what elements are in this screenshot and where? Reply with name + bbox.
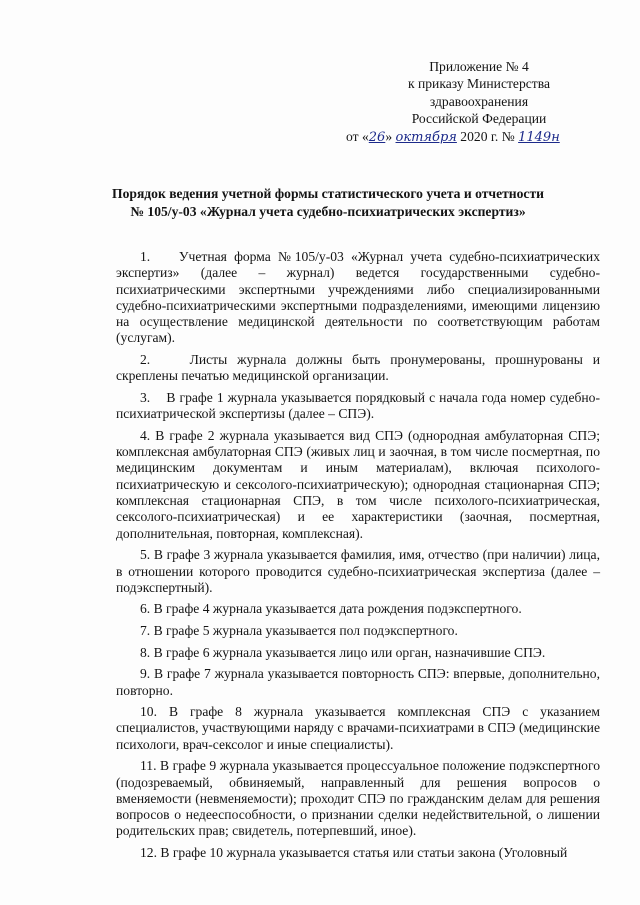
country-name: Российской Федерации — [411, 111, 547, 127]
appendix-header — [360, 58, 598, 128]
document-title — [90, 185, 566, 220]
year-and-number-label: 2020 г. № — [456, 129, 519, 144]
paragraph-7: 7. В графе 5 журнала указывается пол подэкспертного. — [140, 623, 458, 639]
paragraph-3: 3. В графе 1 журнала указывается порядковый с начала года номер судебно-психиатрической экспертизы (далее – СПЭ). — [116, 389, 600, 422]
title-line-2: № 105/у-03 «Журнал учета судебно-психиатрических экспертиз» — [130, 203, 526, 219]
paragraph-5: 5. В графе 3 журнала указывается фамилия, имя, отчество (при наличии) лица, в отношении которого проводится судебно-психиатрическая экспертиза (далее – подэкспертный). — [116, 547, 600, 595]
appendix-number: Приложение № 4 — [429, 59, 529, 74]
date-mid: » — [385, 129, 396, 144]
handwritten-order-number: 1149н — [518, 130, 560, 145]
date-prefix: от « — [346, 129, 369, 144]
order-date-number — [346, 128, 616, 146]
document-body — [116, 249, 600, 861]
paragraph-1: 1. Учетная форма №105/у-03 «Журнал учета судебно-психиатрических экспертиз» (далее – журнал) ведется государственными судебно-психиатрическими экспертными учреждениями либо специализированными судебно-психиатрическими экспертными подразделениями, имеющими лицензию на осуществление медицинской деятельности по соответствующим работам (услугам). — [116, 249, 600, 346]
paragraph-8: 8. В графе 6 журнала указывается лицо или орган, назначившие СПЭ. — [140, 644, 546, 660]
title-line-1: Порядок ведения учетной формы статистического учета и отчетности — [112, 186, 544, 201]
ministry-name: здравоохранения — [429, 93, 529, 109]
paragraph-9: 9. В графе 7 журнала указывается повторность СПЭ: впервые, дополнительно, повторно. — [116, 666, 600, 698]
paragraph-6: 6. В графе 4 журнала указывается дата рождения подэкспертного. — [140, 601, 522, 617]
paragraph-2: 2. Листы журнала должны быть пронумерованы, прошнурованы и скреплены печатью медицинской организации. — [116, 352, 600, 384]
paragraph-10: 10. В графе 8 журнала указывается комплексная СПЭ с указанием специалистов, участвующими наряду с врачами-психиатрами в СПЭ (медицинские психологи, врач-сексолог и иные специалисты). — [116, 704, 600, 752]
paragraph-12: 12. В графе 10 журнала указывается статья или статьи закона (Уголовный — [140, 845, 568, 861]
handwritten-day: 26 — [368, 130, 386, 145]
paragraph-11: 11. В графе 9 журнала указывается процессуальное положение подэкспертного (подозреваемый, обвиняемый, направленный для решения вопросов о вменяемости (невменяемости); проходит СПЭ по гражданским делам для решения вопросов о недееспособности, о признании сделки недействительной, о лишении родительских прав; свидетель, потерпевший, иное). — [116, 758, 600, 839]
paragraph-4: 4. В графе 2 журнала указывается вид СПЭ (однородная амбулаторная СПЭ; комплексная амбулаторная СПЭ (живых лиц и заочная, в том числе посмертная, по медицинским документам и иным материалам), включая психолого-психиатрическую и сексолого-психиатрическую); однородная стационарная СПЭ; комплексная стационарная СПЭ, в том числе психолого-психиатрическая, сексолого-психиатрическая) и ее характеристики (заочная, посмертная, дополнительная, повторная, комплексная). — [116, 427, 600, 541]
order-reference: к приказу Министерства — [407, 76, 551, 92]
handwritten-month: октября — [395, 130, 457, 145]
